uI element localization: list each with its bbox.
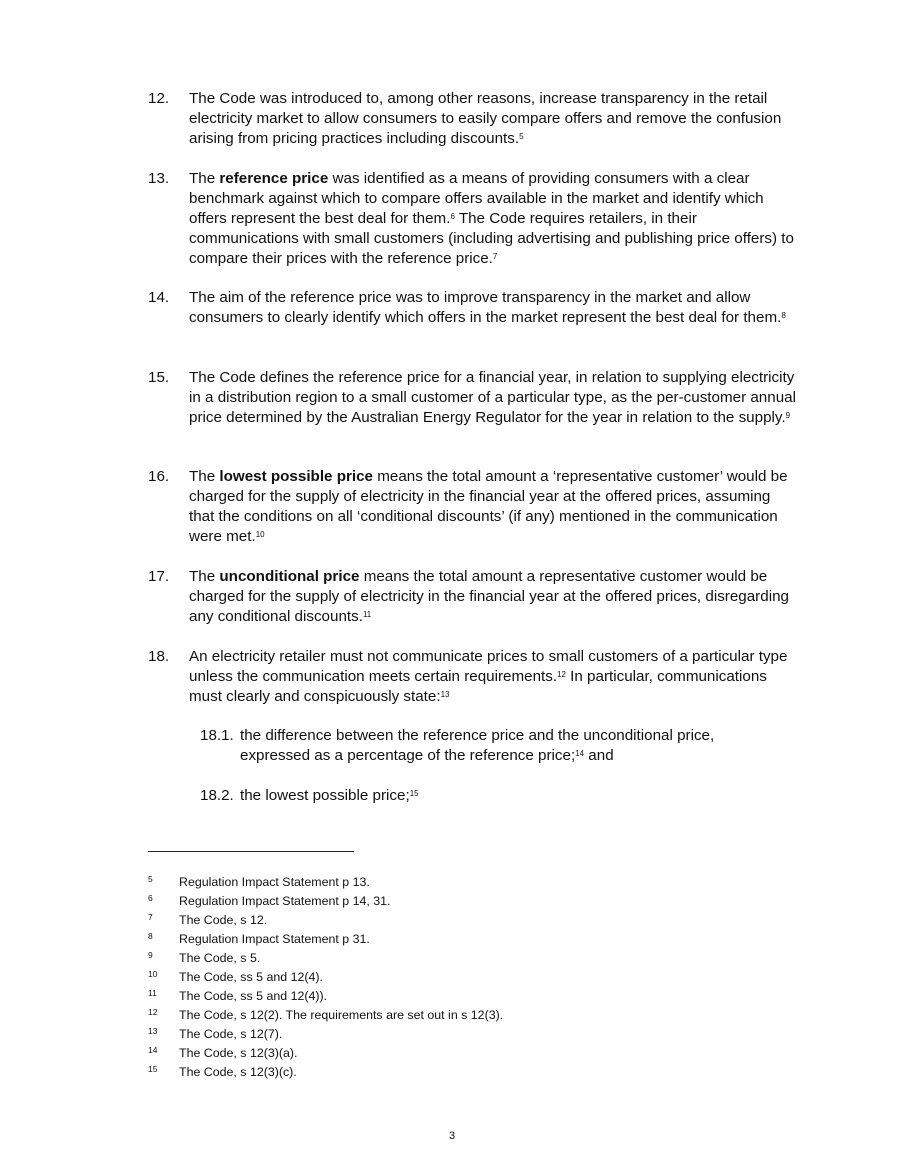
footnote-text: Regulation Impact Statement p 31. bbox=[179, 932, 370, 946]
footnote-number: 10 bbox=[148, 969, 158, 979]
text-run: and bbox=[584, 747, 614, 764]
footnote-number: 12 bbox=[148, 1007, 158, 1017]
subparagraph-text bbox=[240, 786, 760, 806]
footnote-7 bbox=[148, 911, 748, 930]
footnote-11 bbox=[148, 987, 748, 1006]
paragraph-17 bbox=[148, 567, 798, 627]
footnote-number: 6 bbox=[148, 893, 153, 903]
paragraph-14 bbox=[148, 288, 798, 328]
paragraph-number: 15. bbox=[148, 369, 170, 386]
paragraph-text bbox=[189, 169, 798, 269]
footnote-number: 14 bbox=[148, 1045, 158, 1055]
text-run: In particular, communications must clearly and conspicuously state: bbox=[189, 668, 767, 705]
footnote-ref: 8 bbox=[781, 311, 786, 320]
text-run: The aim of the reference price was to improve transparency in the market and allow consumers to clearly identify which offers in the market represent the best deal for them. bbox=[189, 289, 782, 326]
footnote-number: 15 bbox=[148, 1064, 158, 1074]
footnote-number: 8 bbox=[148, 931, 153, 941]
footnote-text: Regulation Impact Statement p 13. bbox=[179, 875, 370, 889]
footnote-text: The Code, s 12. bbox=[179, 913, 268, 927]
footnote-8 bbox=[148, 930, 748, 949]
footnote-text: The Code, ss 5 and 12(4). bbox=[179, 970, 323, 984]
footnote-ref: 7 bbox=[492, 252, 498, 261]
footnote-ref: 5 bbox=[519, 132, 524, 141]
paragraph-16 bbox=[148, 467, 798, 547]
footnote-number: 13 bbox=[148, 1026, 158, 1036]
text-run: the lowest possible price; bbox=[240, 787, 410, 804]
text-run: The bbox=[189, 568, 220, 585]
paragraph-12 bbox=[148, 89, 798, 149]
text-run: The bbox=[189, 468, 220, 485]
footnote-9 bbox=[148, 949, 748, 968]
text-run: An electricity retailer must not communicate prices to small customers of a particular type unless the communication meets certain requirements. bbox=[189, 648, 788, 685]
footnote-separator bbox=[148, 851, 354, 852]
footnote-ref: 14 bbox=[575, 749, 585, 758]
text-run: means the total amount a representative customer would be charged for the supply of electricity in the financial year at the offered prices, disregarding any conditional discounts. bbox=[189, 568, 789, 625]
footnote-12 bbox=[148, 1006, 748, 1025]
paragraph-text bbox=[189, 368, 798, 428]
text-run: The bbox=[189, 170, 220, 187]
paragraph-number: 16. bbox=[148, 468, 170, 485]
footnote-text: The Code, s 12(2). The requirements are set out in s 12(3). bbox=[179, 1008, 504, 1022]
footnote-text: Regulation Impact Statement p 14, 31. bbox=[179, 894, 391, 908]
paragraph-text bbox=[189, 647, 798, 707]
footnote-text: The Code, s 12(7). bbox=[179, 1027, 283, 1041]
footnote-ref: 15 bbox=[409, 789, 419, 798]
subparagraph-text bbox=[240, 726, 760, 766]
footnote-15 bbox=[148, 1063, 748, 1082]
paragraph-number: 13. bbox=[148, 170, 170, 187]
footnote-ref: 13 bbox=[440, 690, 450, 699]
paragraph-13 bbox=[148, 169, 798, 269]
page-number: 3 bbox=[448, 1130, 456, 1142]
text-run: The Code was introduced to, among other reasons, increase transparency in the retail electricity market to allow consumers to easily compare offers and remove the confusion arising from pricing practices including discounts. bbox=[189, 90, 782, 147]
text-run: the difference between the reference price and the unconditional price, expressed as a percentage of the reference price; bbox=[240, 727, 715, 764]
footnote-text: The Code, s 5. bbox=[179, 951, 261, 965]
subparagraph-number: 18.2. bbox=[200, 787, 234, 804]
footnote-ref: 6 bbox=[450, 212, 455, 221]
footnote-number: 11 bbox=[148, 988, 157, 998]
text-run: The Code requires retailers, in their communications with small customers (including advertising and publishing price offers) to compare their prices with the reference price. bbox=[189, 210, 794, 267]
paragraph-text bbox=[189, 89, 798, 149]
footnote-13 bbox=[148, 1025, 748, 1044]
paragraph-number: 18. bbox=[148, 648, 170, 665]
defined-term: unconditional price bbox=[219, 568, 360, 585]
subparagraph-number: 18.1. bbox=[200, 727, 234, 744]
paragraph-text bbox=[189, 567, 798, 627]
footnote-6 bbox=[148, 892, 748, 911]
subparagraph-18-2 bbox=[200, 786, 760, 806]
footnote-text: The Code, ss 5 and 12(4)). bbox=[179, 989, 328, 1003]
paragraph-18 bbox=[148, 647, 798, 707]
paragraph-number: 14. bbox=[148, 289, 170, 306]
subparagraph-18-1 bbox=[200, 726, 760, 766]
footnote-text: The Code, s 12(3)(a). bbox=[179, 1046, 298, 1060]
text-run: The Code defines the reference price for a financial year, in relation to supplying electricity in a distribution region to a small customer of a particular type, as the per-customer annual price determined by the Australian Energy Regulator for the year in relation to the supply. bbox=[189, 369, 796, 426]
paragraph-text bbox=[189, 467, 798, 547]
paragraph-text bbox=[189, 288, 798, 328]
text-run: means the total amount a ‘representative customer’ would be charged for the supply of electricity in the financial year at the offered prices, assuming that the conditions on all ‘conditional discounts’ (if any) mentioned in the communication were met. bbox=[189, 468, 788, 545]
footnote-number: 9 bbox=[148, 950, 153, 960]
footnote-ref: 10 bbox=[255, 530, 265, 539]
defined-term: lowest possible price bbox=[219, 468, 374, 485]
defined-term: reference price bbox=[219, 170, 329, 187]
footnote-5 bbox=[148, 873, 748, 892]
paragraph-number: 12. bbox=[148, 90, 170, 107]
footnote-number: 7 bbox=[148, 912, 153, 922]
footnote-ref: 9 bbox=[785, 411, 791, 420]
footnote-10 bbox=[148, 968, 748, 987]
footnote-ref: 12 bbox=[557, 670, 566, 679]
footnote-number: 5 bbox=[148, 874, 153, 884]
paragraph-number: 17. bbox=[148, 568, 170, 585]
text-run: was identified as a means of providing consumers with a clear benchmark against which to compare offers available in the market and identify which offers represent the best deal for them. bbox=[189, 170, 764, 227]
footnote-14 bbox=[148, 1044, 748, 1063]
footnote-text: The Code, s 12(3)(c). bbox=[179, 1065, 297, 1079]
footnote-ref: 11 bbox=[362, 610, 372, 619]
paragraph-15 bbox=[148, 368, 798, 428]
